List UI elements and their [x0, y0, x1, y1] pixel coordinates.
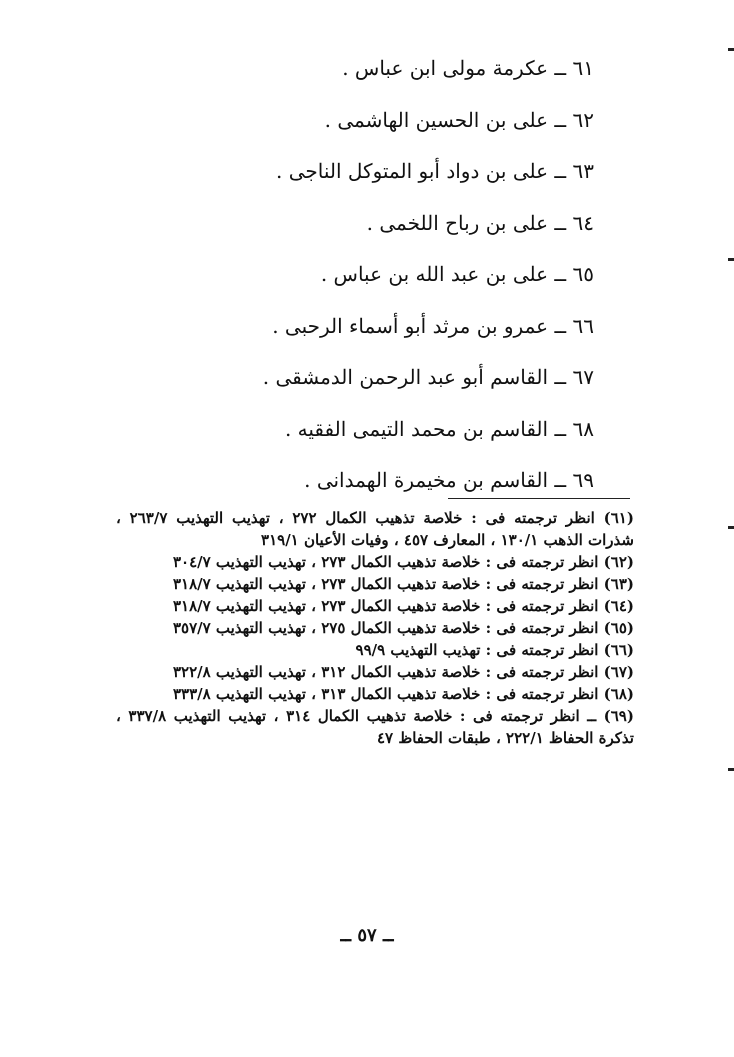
narrator-entry: ٦٥ ــ على بن عبد الله بن عباس .	[320, 262, 594, 286]
narrator-entry: ٦٢ ــ على بن الحسين الهاشمى .	[324, 107, 594, 132]
narrator-entry: ٦٧ ــ القاسم أبو عبد الرحمن الدمشقى .	[262, 365, 594, 389]
footnote-separator	[448, 498, 630, 499]
narrator-entry: ٦٣ ــ على بن دواد أبو المتوكل الناجى .	[276, 159, 594, 183]
margin-mark	[728, 768, 734, 771]
footnote: (٦١) انظر ترجمته فى : خلاصة تذهيب الكمال ٢٧٢ ، تهذيب التهذيب ٢٦٣/٧ ، شذرات الذهب ١٣٠/١ ، المعارف ٤٥٧ ، وفيات الأعيان ٣١٩/١	[116, 509, 634, 549]
margin-mark	[728, 258, 734, 261]
narrator-list	[154, 46, 594, 510]
margin-mark	[728, 48, 734, 51]
narrator-entry: ٦٨ ــ القاسم بن محمد التيمى الفقيه .	[284, 416, 594, 441]
footnote: (٦٦) انظر ترجمته فى : تهذيب التهذيب ٩٩/٩	[355, 641, 634, 659]
footnotes	[116, 507, 634, 749]
footnote: (٦٩) ــ انظر ترجمته فى : خلاصة تذهيب الكمال ٣١٤ ، تهذيب التهذيب ٣٣٧/٨ ، تذكرة الحفاظ ٢٢٢/١ ، طبقات الحفاظ ٤٧	[116, 707, 634, 747]
page-number: ــ ٥٧ ــ	[340, 925, 394, 946]
footnote: (٦٨) انظر ترجمته فى : خلاصة تذهيب الكمال ٣١٣ ، تهذيب التهذيب ٣٣٣/٨	[172, 685, 634, 703]
footnote: (٦٥) انظر ترجمته فى : خلاصة تذهيب الكمال ٢٧٥ ، تهذيب التهذيب ٣٥٧/٧	[172, 619, 634, 637]
narrator-entry: ٦٤ ــ على بن رباح اللخمى .	[366, 210, 594, 235]
footnote: (٦٢) انظر ترجمته فى : خلاصة تذهيب الكمال ٢٧٣ ، تهذيب التهذيب ٣٠٤/٧	[172, 553, 634, 571]
footnote: (٦٤) انظر ترجمته فى : خلاصة تذهيب الكمال ٢٧٣ ، تهذيب التهذيب ٣١٨/٧	[172, 597, 634, 615]
footnote: (٦٧) انظر ترجمته فى : خلاصة تذهيب الكمال ٣١٢ ، تهذيب التهذيب ٣٢٢/٨	[172, 663, 634, 681]
footnote: (٦٣) انظر ترجمته فى : خلاصة تذهيب الكمال ٢٧٣ ، تهذيب التهذيب ٣١٨/٧	[172, 575, 634, 593]
margin-mark	[728, 526, 734, 529]
narrator-entry: ٦٦ ــ عمرو بن مرثد أبو أسماء الرحبى .	[272, 313, 594, 338]
narrator-entry: ٦٩ ــ القاسم بن مخيمرة الهمدانى .	[304, 468, 594, 492]
narrator-entry: ٦١ ــ عكرمة مولى ابن عباس .	[342, 56, 594, 80]
